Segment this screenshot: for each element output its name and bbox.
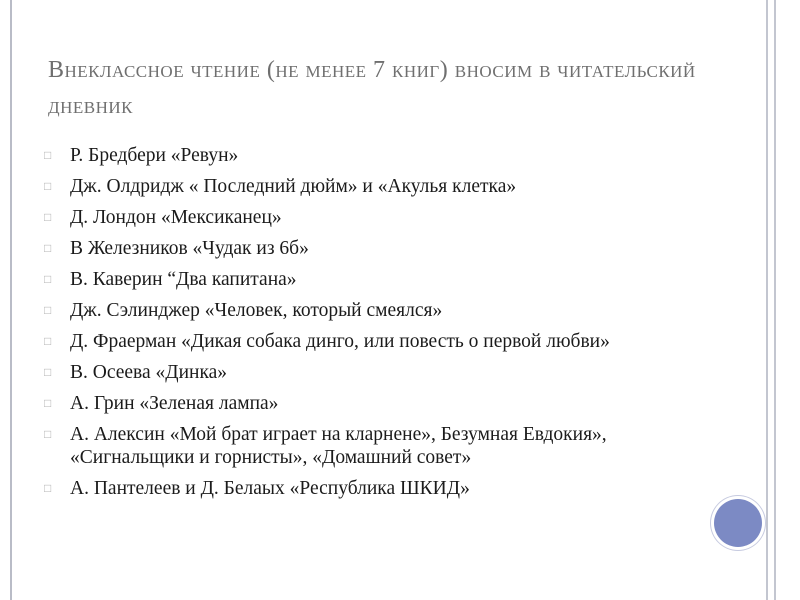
list-item: [44, 175, 684, 198]
list-item-text: Д. Лондон «Мексиканец»: [70, 207, 282, 228]
list-item: [44, 299, 684, 322]
list-item: [44, 361, 684, 384]
list-item: [44, 330, 684, 353]
list-item: [44, 144, 684, 167]
list-item-text: В. Осеева «Динка»: [70, 362, 228, 383]
list-item: [44, 392, 684, 415]
right-border-line-outer: [774, 0, 776, 600]
hollow-square-bullet-icon: □: [44, 210, 52, 224]
list-item: [44, 206, 684, 229]
hollow-square-bullet-icon: □: [44, 396, 52, 410]
list-item: [44, 477, 684, 500]
right-border-line-inner: [766, 0, 768, 600]
list-item-text: Д. Фраерман «Дикая собака динго, или повесть о первой любви»: [70, 331, 610, 352]
hollow-square-bullet-icon: □: [44, 365, 52, 379]
hollow-square-bullet-icon: □: [44, 241, 52, 255]
list-item-text: Р. Бредбери «Ревун»: [70, 145, 239, 166]
slide-title: Внеклассное чтение (не менее 7 книг) вносим в читательский дневник: [48, 57, 696, 119]
list-item-text: Дж. Сэлинджер «Человек, который смеялся»: [70, 300, 443, 321]
list-item-text: А. Грин «Зеленая лампа»: [70, 393, 279, 414]
list-item: [44, 237, 684, 260]
list-item-text: А. Алексин «Мой брат играет на кларнене», Безумная Евдокия», «Сигнальщики и горнисты», «Домашний совет»: [70, 424, 607, 468]
list-item: [44, 423, 684, 469]
list-item-text: В Железников «Чудак из 6б»: [70, 238, 309, 259]
list-item-text: В. Каверин “Два капитана»: [70, 269, 297, 290]
list-item-text: Дж. Олдридж « Последний дюйм» и «Акулья клетка»: [70, 176, 517, 197]
hollow-square-bullet-icon: □: [44, 148, 52, 162]
list-item-text: А. Пантелеев и Д. Белаых «Республика ШКИД»: [70, 478, 470, 499]
hollow-square-bullet-icon: □: [44, 427, 52, 441]
left-border-line: [10, 0, 12, 600]
book-list: [44, 144, 684, 508]
hollow-square-bullet-icon: □: [44, 334, 52, 348]
list-item: [44, 268, 684, 291]
hollow-square-bullet-icon: □: [44, 272, 52, 286]
decorative-circle: [714, 499, 762, 547]
hollow-square-bullet-icon: □: [44, 303, 52, 317]
hollow-square-bullet-icon: □: [44, 179, 52, 193]
hollow-square-bullet-icon: □: [44, 481, 52, 495]
